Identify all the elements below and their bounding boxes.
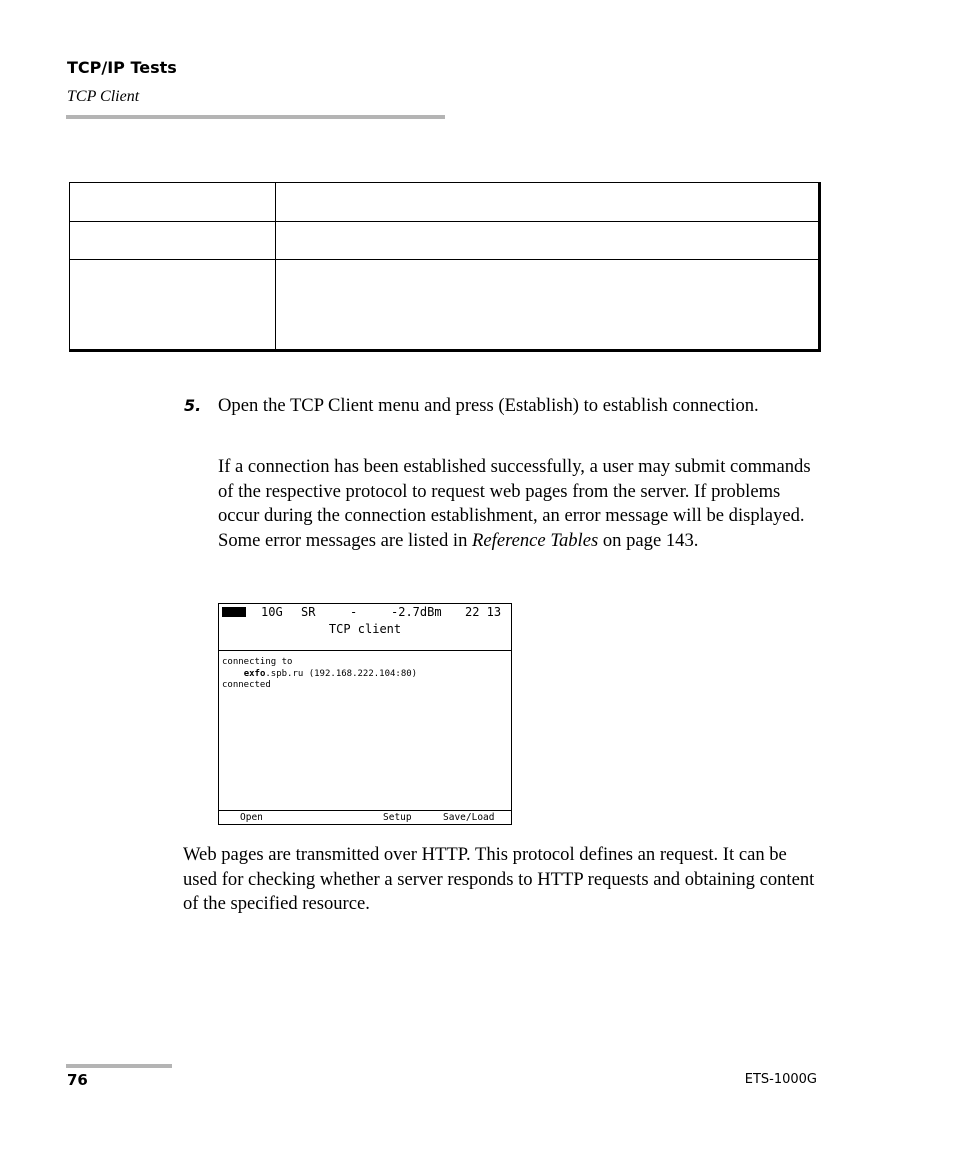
log-line-host bbox=[222, 669, 417, 681]
product-name: ETS-1000G bbox=[744, 1072, 817, 1087]
log-host-rest: .spb.ru (192.168.222.104:80) bbox=[265, 668, 418, 679]
status-power: -2.7dBm bbox=[391, 605, 442, 619]
status-band: 10G bbox=[261, 605, 283, 619]
step-description-tail: on page 143. bbox=[598, 530, 699, 552]
status-dash: - bbox=[350, 605, 358, 619]
setup-softkey[interactable]: Setup bbox=[383, 812, 412, 823]
step-description bbox=[218, 455, 818, 554]
reference-tables-link: Reference Tables bbox=[472, 530, 599, 552]
log-line: connecting to bbox=[222, 657, 293, 667]
section-subtitle: TCP Client bbox=[67, 88, 140, 105]
open-softkey[interactable]: Open bbox=[240, 812, 263, 823]
device-screen bbox=[218, 603, 512, 825]
log-line: connected bbox=[222, 680, 271, 690]
log-host: exfo bbox=[243, 668, 266, 679]
table-row bbox=[70, 183, 818, 222]
status-bar bbox=[219, 604, 511, 620]
save-load-softkey[interactable]: Save/Load bbox=[443, 812, 495, 823]
screen-title: TCP client bbox=[219, 620, 511, 651]
status-mode: SR bbox=[301, 605, 316, 619]
footer-divider bbox=[66, 1064, 172, 1068]
header-divider bbox=[66, 115, 445, 119]
table-column-divider bbox=[275, 183, 276, 349]
exfo-logo-icon bbox=[222, 607, 246, 617]
section-title: TCP/IP Tests bbox=[67, 58, 177, 77]
status-time: 22 13 bbox=[465, 605, 502, 619]
http-paragraph: Web pages are transmitted over HTTP. This protocol defines an request. It can be used for checking whether a server responds to HTTP requests and obtaining content of the specified resource. bbox=[183, 844, 815, 915]
softkey-bar bbox=[219, 810, 511, 825]
step-instruction: Open the TCP Client menu and press (Establish) to establish connection. bbox=[218, 395, 759, 416]
page-number: 76 bbox=[67, 1071, 88, 1089]
table-row bbox=[70, 222, 818, 260]
empty-table bbox=[69, 182, 821, 352]
step-description-text: If a connection has been established successfully, a user may submit commands of the respective protocol to request web pages from the server. If problems occur during the connection establishment, an error message will be displayed. Some error messages are listed in bbox=[218, 456, 811, 552]
step-number: 5. bbox=[184, 396, 202, 415]
connection-log bbox=[222, 657, 417, 692]
